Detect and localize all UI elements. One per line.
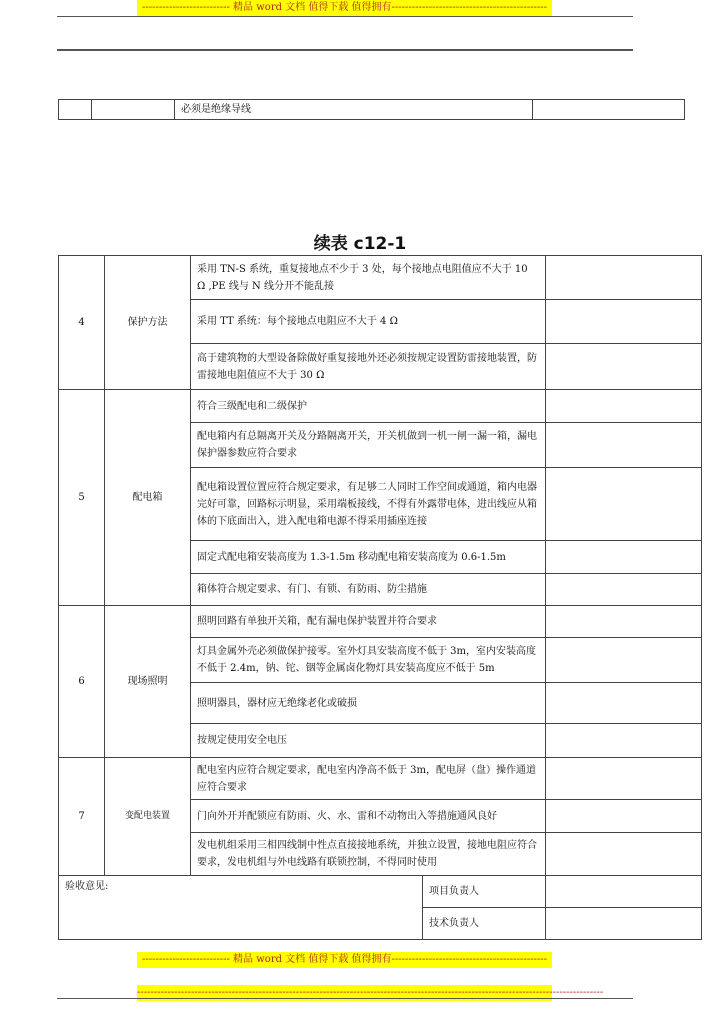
section-category: 变配电装置 [105, 758, 191, 876]
section-number: 7 [59, 758, 105, 876]
result-cell [546, 833, 702, 876]
check-item: 配电室内应符合规定要求，配电室内净高不低于 3m，配电屏（盘）操作通道应符合要求 [191, 758, 546, 800]
section-number: 6 [59, 606, 105, 758]
check-item: 照明回路有单独开关箱，配有漏电保护装置并符合要求 [191, 606, 546, 638]
table-row [59, 256, 702, 300]
table-row [59, 876, 702, 908]
header-rule-thin [57, 16, 633, 17]
section-number: 5 [59, 390, 105, 606]
result-cell [546, 574, 702, 606]
project-lead-label: 项目负责人 [423, 876, 546, 908]
cell [533, 100, 685, 120]
result-cell [546, 390, 702, 423]
table-row [59, 758, 702, 800]
check-item: 照明器具，器材应无绝缘老化或破损 [191, 683, 546, 724]
page-title: 续表 c12-1 [313, 234, 407, 254]
previous-table-item: 必须是绝缘导线 [175, 100, 533, 120]
check-item: 按规定使用安全电压 [191, 724, 546, 758]
result-cell [546, 606, 702, 638]
result-cell [546, 638, 702, 683]
result-cell [546, 683, 702, 724]
section-number: 4 [59, 256, 105, 390]
footer-watermark-banner: -------------------------- 精品 word 文档 值得下载 值得拥有---------------------------------------------- [137, 952, 552, 968]
result-cell [546, 541, 702, 574]
check-item: 发电机组采用三相四线制中性点直接接地系统，并独立设置，接地电阻应符合要求，发电机组与外电线路有联锁控制，不得同时使用 [191, 833, 546, 876]
check-item: 采用 TT 系统：每个接地点电阻应不大于 4 Ω [191, 300, 546, 344]
section-category: 现场照明 [105, 606, 191, 758]
check-item: 灯具金属外壳必须做保护接零。室外灯具安装高度不低于 3m，室内安装高度不低于 2.4m，钠、铊、铟等金属卤化物灯具安装高度应不低于 5m [191, 638, 546, 683]
result-cell [546, 423, 702, 468]
check-item: 采用 TN-S 系统，重复接地点不少于 3 处，每个接地点电阻值应不大于 10 Ω ,PE 线与 N 线分开不能乱接 [191, 256, 546, 300]
check-item: 门向外开并配锁应有防雨、火、水、雷和不动物出入等措施通风良好 [191, 800, 546, 833]
tech-lead-label: 技术负责人 [423, 908, 546, 940]
check-item: 箱体符合规定要求、有门、有锁、有防雨、防尘措施 [191, 574, 546, 606]
previous-table-fragment [58, 99, 685, 120]
result-cell [546, 724, 702, 758]
header-rule-thick [57, 49, 633, 51]
table-row [59, 390, 702, 423]
section-category: 保护方法 [105, 256, 191, 390]
cell [92, 100, 175, 120]
result-cell [546, 300, 702, 344]
result-cell [546, 256, 702, 300]
check-item: 符合三级配电和二级保护 [191, 390, 546, 423]
check-item: 固定式配电箱安装高度为 1.3-1.5m 移动配电箱安装高度为 0.6-1.5m [191, 541, 546, 574]
cell [59, 100, 92, 120]
signature-cell [546, 876, 702, 908]
signature-cell [546, 908, 702, 940]
check-item: 高于建筑物的大型设备除做好重复接地外还必须按规定设置防雷接地装置，防雷接地电阻值应不大于 30 Ω [191, 344, 546, 390]
section-category: 配电箱 [105, 390, 191, 606]
acceptance-opinion: 验收意见: [59, 876, 423, 940]
footer-dash-banner: ------------------------------------------------------------------------------------------------------------------------------------------ [137, 985, 552, 1001]
check-item: 配电箱内有总隔离开关及分路隔离开关，开关机做到一机一闸一漏一箱，漏电保护器参数应符合要求 [191, 423, 546, 468]
table-row [59, 606, 702, 638]
footer-rule [57, 998, 633, 999]
result-cell [546, 758, 702, 800]
result-cell [546, 800, 702, 833]
result-cell [546, 344, 702, 390]
inspection-table [58, 255, 702, 940]
check-item: 配电箱设置位置应符合规定要求，有足够二人同时工作空间或通道，箱内电器完好可靠，回路标示明显，采用端板接线，不得有外露带电体，进出线应从箱体的下底面出入，进入配电箱电源不得采用插座连接 [191, 468, 546, 541]
result-cell [546, 468, 702, 541]
header-watermark-banner: -------------------------- 精品 word 文档 值得下载 值得拥有---------------------------------------------- [137, 0, 552, 16]
